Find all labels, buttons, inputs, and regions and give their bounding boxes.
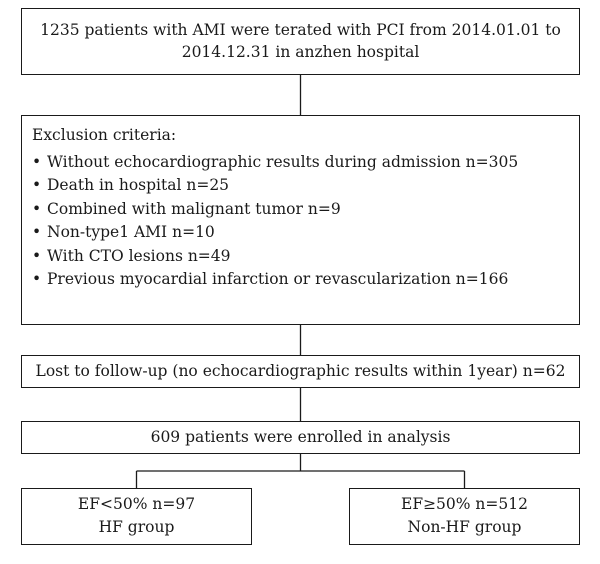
enrolled-box: 609 patients were enrolled in analysis (21, 421, 580, 454)
bullet-icon: • (32, 270, 42, 288)
exclusion-item-text: Previous myocardial infarction or revascularization n=166 (47, 270, 509, 288)
exclusion-item (32, 245, 579, 269)
non-hf-group-criterion: EF≥50% n=512 (401, 495, 528, 513)
non-hf-group-box (349, 488, 580, 545)
exclusion-item (32, 151, 579, 175)
bullet-icon: • (32, 152, 42, 171)
exclusion-list (32, 151, 579, 292)
exclusion-heading: Exclusion criteria: (32, 126, 177, 144)
bullet-icon: • (32, 223, 42, 241)
exclusion-item-text: With CTO lesions n=49 (47, 246, 231, 265)
hf-group-criterion: EF<50% n=97 (77, 495, 196, 513)
exclusion-item (32, 221, 579, 245)
hf-group-label: HF group (98, 518, 175, 536)
lost-to-followup-box: Lost to follow-up (no echocardiographic results within 1year) n=62 (21, 355, 580, 388)
start-population-box (21, 8, 580, 75)
start-population-line-1: 1235 patients with AMI were terated with PCI from 2014.01.01 to (40, 21, 561, 39)
hf-group-box (21, 488, 252, 545)
bullet-icon: • (32, 246, 42, 265)
exclusion-item-text: Combined with malignant tumor n=9 (47, 199, 341, 218)
bullet-icon: • (32, 176, 42, 194)
exclusion-item-text: Non-type1 AMI n=10 (47, 223, 215, 241)
exclusion-item-text: Death in hospital n=25 (47, 176, 230, 194)
bullet-icon: • (32, 199, 42, 218)
start-population-line-2: 2014.12.31 in anzhen hospital (181, 43, 420, 61)
exclusion-item (32, 268, 579, 292)
exclusion-criteria-box (21, 115, 580, 325)
exclusion-item-text: Without echocardiographic results during admission n=305 (47, 152, 519, 171)
exclusion-item (32, 174, 579, 198)
non-hf-group-label: Non-HF group (407, 518, 522, 536)
exclusion-item (32, 198, 579, 222)
